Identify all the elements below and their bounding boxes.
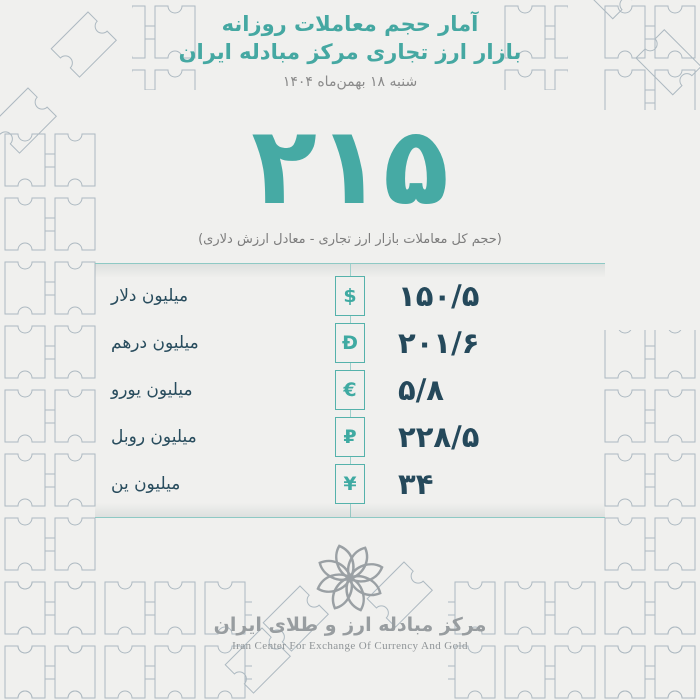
currency-rows xyxy=(95,264,605,517)
row-label: میلیون درهم xyxy=(111,333,199,354)
page-title xyxy=(0,10,700,67)
row-label: میلیون دلار xyxy=(111,286,189,307)
table-row-yen xyxy=(95,461,605,508)
bottom-divider-shadow xyxy=(95,503,605,517)
table-row-euro xyxy=(95,367,605,414)
table-row-dollar xyxy=(95,273,605,320)
currency-stats-panel xyxy=(95,263,605,518)
euro-icon: € xyxy=(335,370,365,410)
row-label: میلیون ین xyxy=(111,474,181,495)
logo-english-text: Iran Center For Exchange Of Currency And Gold xyxy=(232,639,468,652)
table-row-ruble xyxy=(95,414,605,461)
row-value: ۵/۸ xyxy=(398,373,444,408)
logo-persian-text: مرکز مبادله ارز و طلای ایران xyxy=(213,613,487,636)
report-date: شنبه ۱۸ بهمن‌ماه ۱۴۰۴ xyxy=(282,73,418,90)
header xyxy=(0,0,700,90)
ruble-icon: ₽ xyxy=(335,417,365,457)
total-volume-caption: (حجم کل معاملات بازار ارز تجاری - معادل ارزش دلاری) xyxy=(198,231,502,247)
dollar-icon: $ xyxy=(335,276,365,316)
row-value: ۲۰۱/۶ xyxy=(398,326,480,361)
total-volume-value: ۲۱۵ xyxy=(251,103,449,229)
title-line-2: بازار ارز تجاری مرکز مبادله ایران xyxy=(178,40,522,65)
row-value: ۲۲۸/۵ xyxy=(398,420,480,455)
title-line-1: آمار حجم معاملات روزانه xyxy=(221,12,479,36)
row-value: ۳۴ xyxy=(398,467,434,502)
dirham-icon: Đ xyxy=(335,323,365,363)
bottom-divider xyxy=(95,517,605,518)
row-label: میلیون یورو xyxy=(111,380,193,401)
yen-icon: ¥ xyxy=(335,464,365,504)
rosette-logo-icon xyxy=(316,544,384,612)
row-label: میلیون روبل xyxy=(111,427,197,448)
total-volume-section xyxy=(0,103,700,247)
row-value: ۱۵۰/۵ xyxy=(398,279,480,314)
table-row-dirham xyxy=(95,320,605,367)
footer-logo xyxy=(0,544,700,652)
